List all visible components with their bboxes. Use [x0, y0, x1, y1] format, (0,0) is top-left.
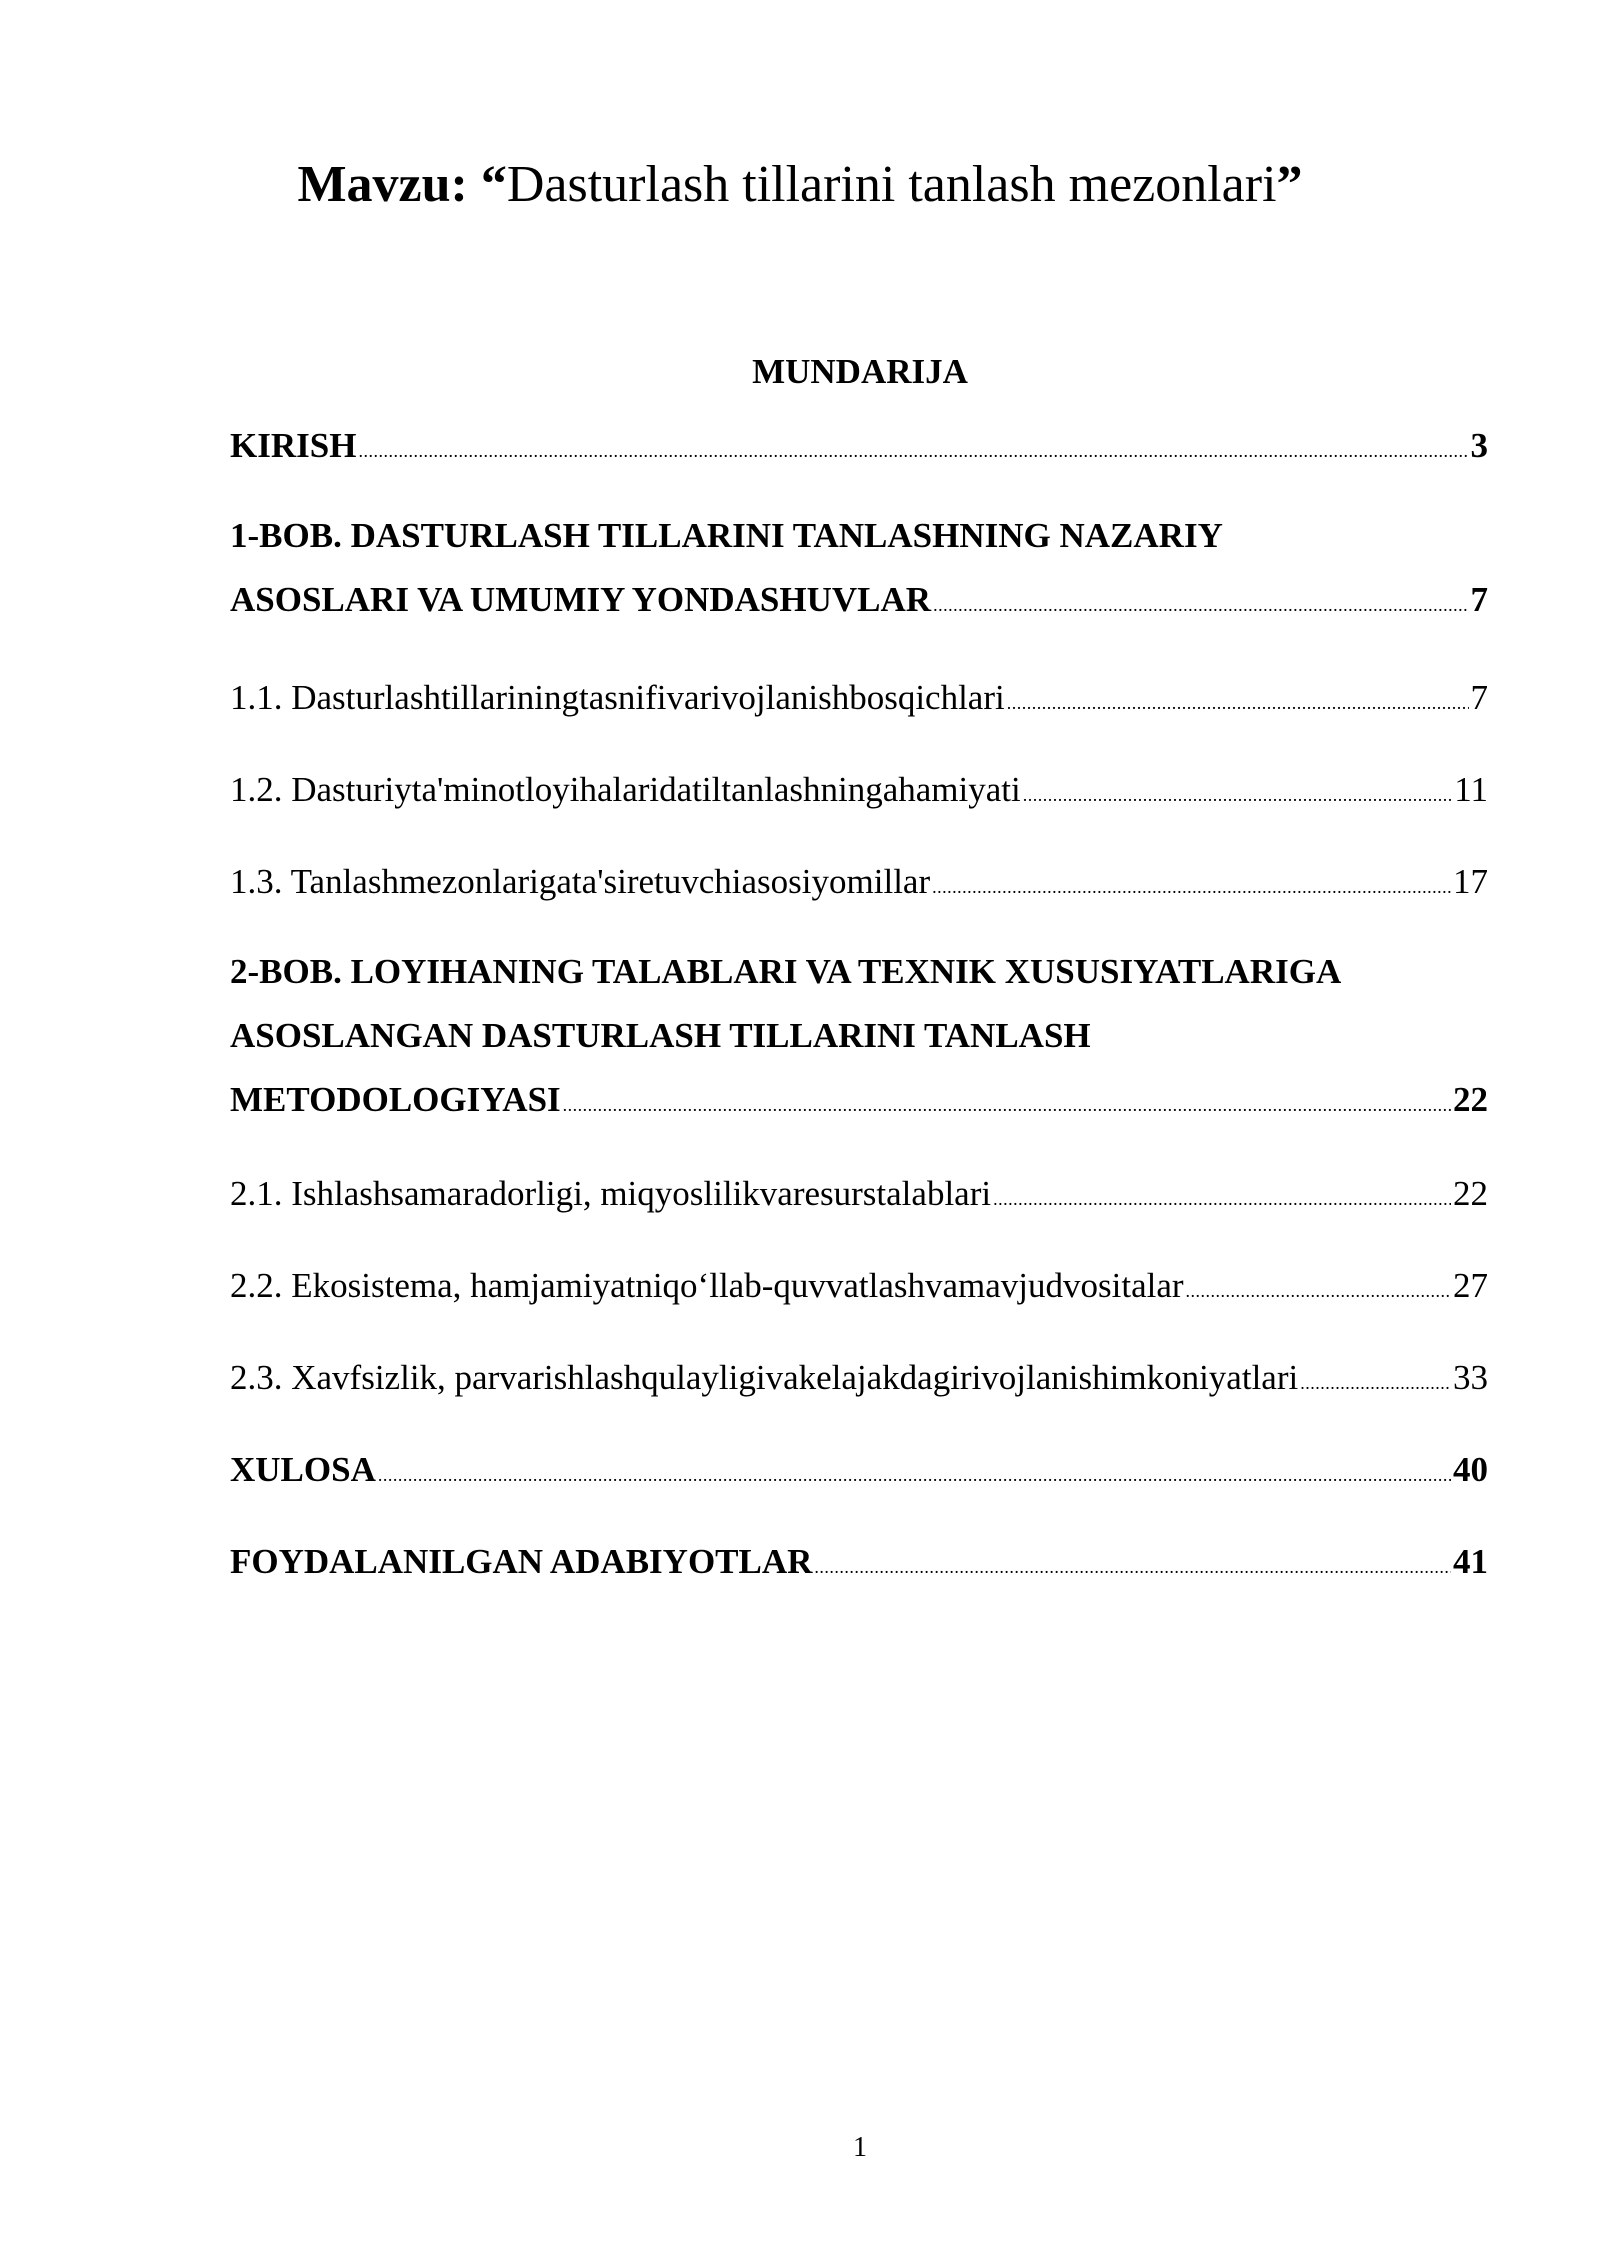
- toc-entry-chapter-2[interactable]: [230, 950, 1488, 1127]
- toc-entry-text: 2.1. Ishlashsamaradorligi, miqyoslilikvaresurstalablari: [230, 1174, 992, 1213]
- leader-dots: [1186, 1269, 1451, 1313]
- toc-entry-section-2-2[interactable]: [230, 1264, 1488, 1313]
- toc-entry-text: ASOSLARI VA UMUMIY YONDASHUVLAR: [230, 580, 932, 619]
- toc-page-number: 27: [1453, 1266, 1488, 1305]
- leader-dots: [358, 429, 1468, 473]
- toc-entry-line: [230, 1264, 1488, 1313]
- toc-entry-line: [230, 1172, 1488, 1221]
- toc-entry-line: 2-BOB. LOYIHANING TALABLARI VA TEXNIK XUSUSIYATLARIGA: [230, 952, 1342, 991]
- title-close-quote: ”: [1276, 156, 1303, 213]
- toc-entry-references[interactable]: [230, 1540, 1488, 1589]
- title-open-quote: “: [480, 156, 507, 213]
- toc-page-number: 3: [1470, 426, 1488, 465]
- toc-page-number: 33: [1453, 1358, 1488, 1397]
- toc-entry-text: 2.2. Ekosistema, hamjamiyatniqo‘llab-quvvatlashvamavjudvositalar: [230, 1266, 1184, 1305]
- toc-entry-text: 2.3. Xavfsizlik, parvarishlashqulayligivakelajakdagirivojlanishimkoniyatlari: [230, 1358, 1299, 1397]
- leader-dots: [814, 1545, 1451, 1589]
- toc-entry-conclusion[interactable]: [230, 1448, 1488, 1497]
- toc-page-number: 40: [1453, 1450, 1488, 1489]
- toc-entry-line: ASOSLANGAN DASTURLASH TILLARINI TANLASH: [230, 1016, 1091, 1055]
- toc-page-number: 22: [1453, 1080, 1488, 1119]
- toc-entry-line: [230, 578, 1488, 627]
- toc-entry-text: 1.1. Dasturlashtillariningtasnifivarivojlanishbosqichlari: [230, 678, 1005, 717]
- toc-entry-text: 1.3. Tanlashmezonlarigata'siretuvchiasosiyomillar: [230, 862, 931, 901]
- toc-entry-kirish[interactable]: [230, 424, 1488, 473]
- toc-entry-text: XULOSA: [230, 1450, 376, 1489]
- leader-dots: [563, 1083, 1451, 1127]
- toc-entry-section-1-1[interactable]: [230, 676, 1488, 725]
- leader-dots: [1300, 1361, 1451, 1405]
- toc-page-number: 41: [1453, 1542, 1488, 1581]
- toc-entry-line: [230, 676, 1488, 725]
- leader-dots: [1023, 773, 1453, 817]
- toc-entry-line: [230, 1078, 1488, 1127]
- toc-heading: MUNDARIJA: [752, 352, 968, 391]
- toc-entry-section-2-3[interactable]: [230, 1356, 1488, 1405]
- toc-entry-line: [230, 1540, 1488, 1589]
- toc-entry-text: 1.2. Dasturiyta'minotloyihalaridatiltanlashningahamiyati: [230, 770, 1021, 809]
- toc-entry-section-1-2[interactable]: [230, 768, 1488, 817]
- toc-page-number: 11: [1454, 770, 1488, 809]
- toc-entry-line: [230, 768, 1488, 817]
- toc-entry-text: METODOLOGIYASI: [230, 1080, 561, 1119]
- leader-dots: [378, 1453, 1451, 1497]
- leader-dots: [1007, 681, 1469, 725]
- toc-page-number: 17: [1453, 862, 1488, 901]
- title-prefix: Mavzu:: [297, 156, 468, 213]
- page-number: 1: [853, 2132, 867, 2163]
- toc-page-number: 7: [1470, 678, 1488, 717]
- leader-dots: [933, 583, 1468, 627]
- toc-entry-section-2-1[interactable]: [230, 1172, 1488, 1221]
- title-text: Dasturlash tillarini tanlash mezonlari: [506, 156, 1277, 213]
- toc-entry-text: FOYDALANILGAN ADABIYOTLAR: [230, 1542, 813, 1581]
- toc-entry-line: [230, 424, 1488, 473]
- leader-dots: [932, 865, 1451, 909]
- toc-entry-line: [230, 1448, 1488, 1497]
- toc-entry-chapter-1[interactable]: [230, 514, 1488, 627]
- leader-dots: [993, 1177, 1451, 1221]
- toc-entry-section-1-3[interactable]: [230, 860, 1488, 909]
- toc-page-number: 22: [1453, 1174, 1488, 1213]
- toc-entry-line: [230, 1356, 1488, 1405]
- toc-entry-line: [230, 860, 1488, 909]
- toc-page-number: 7: [1470, 580, 1488, 619]
- document-title: [0, 150, 1600, 220]
- toc-entry-line: 1-BOB. DASTURLASH TILLARINI TANLASHNING NAZARIY: [230, 516, 1223, 555]
- toc-entry-text: KIRISH: [230, 426, 357, 465]
